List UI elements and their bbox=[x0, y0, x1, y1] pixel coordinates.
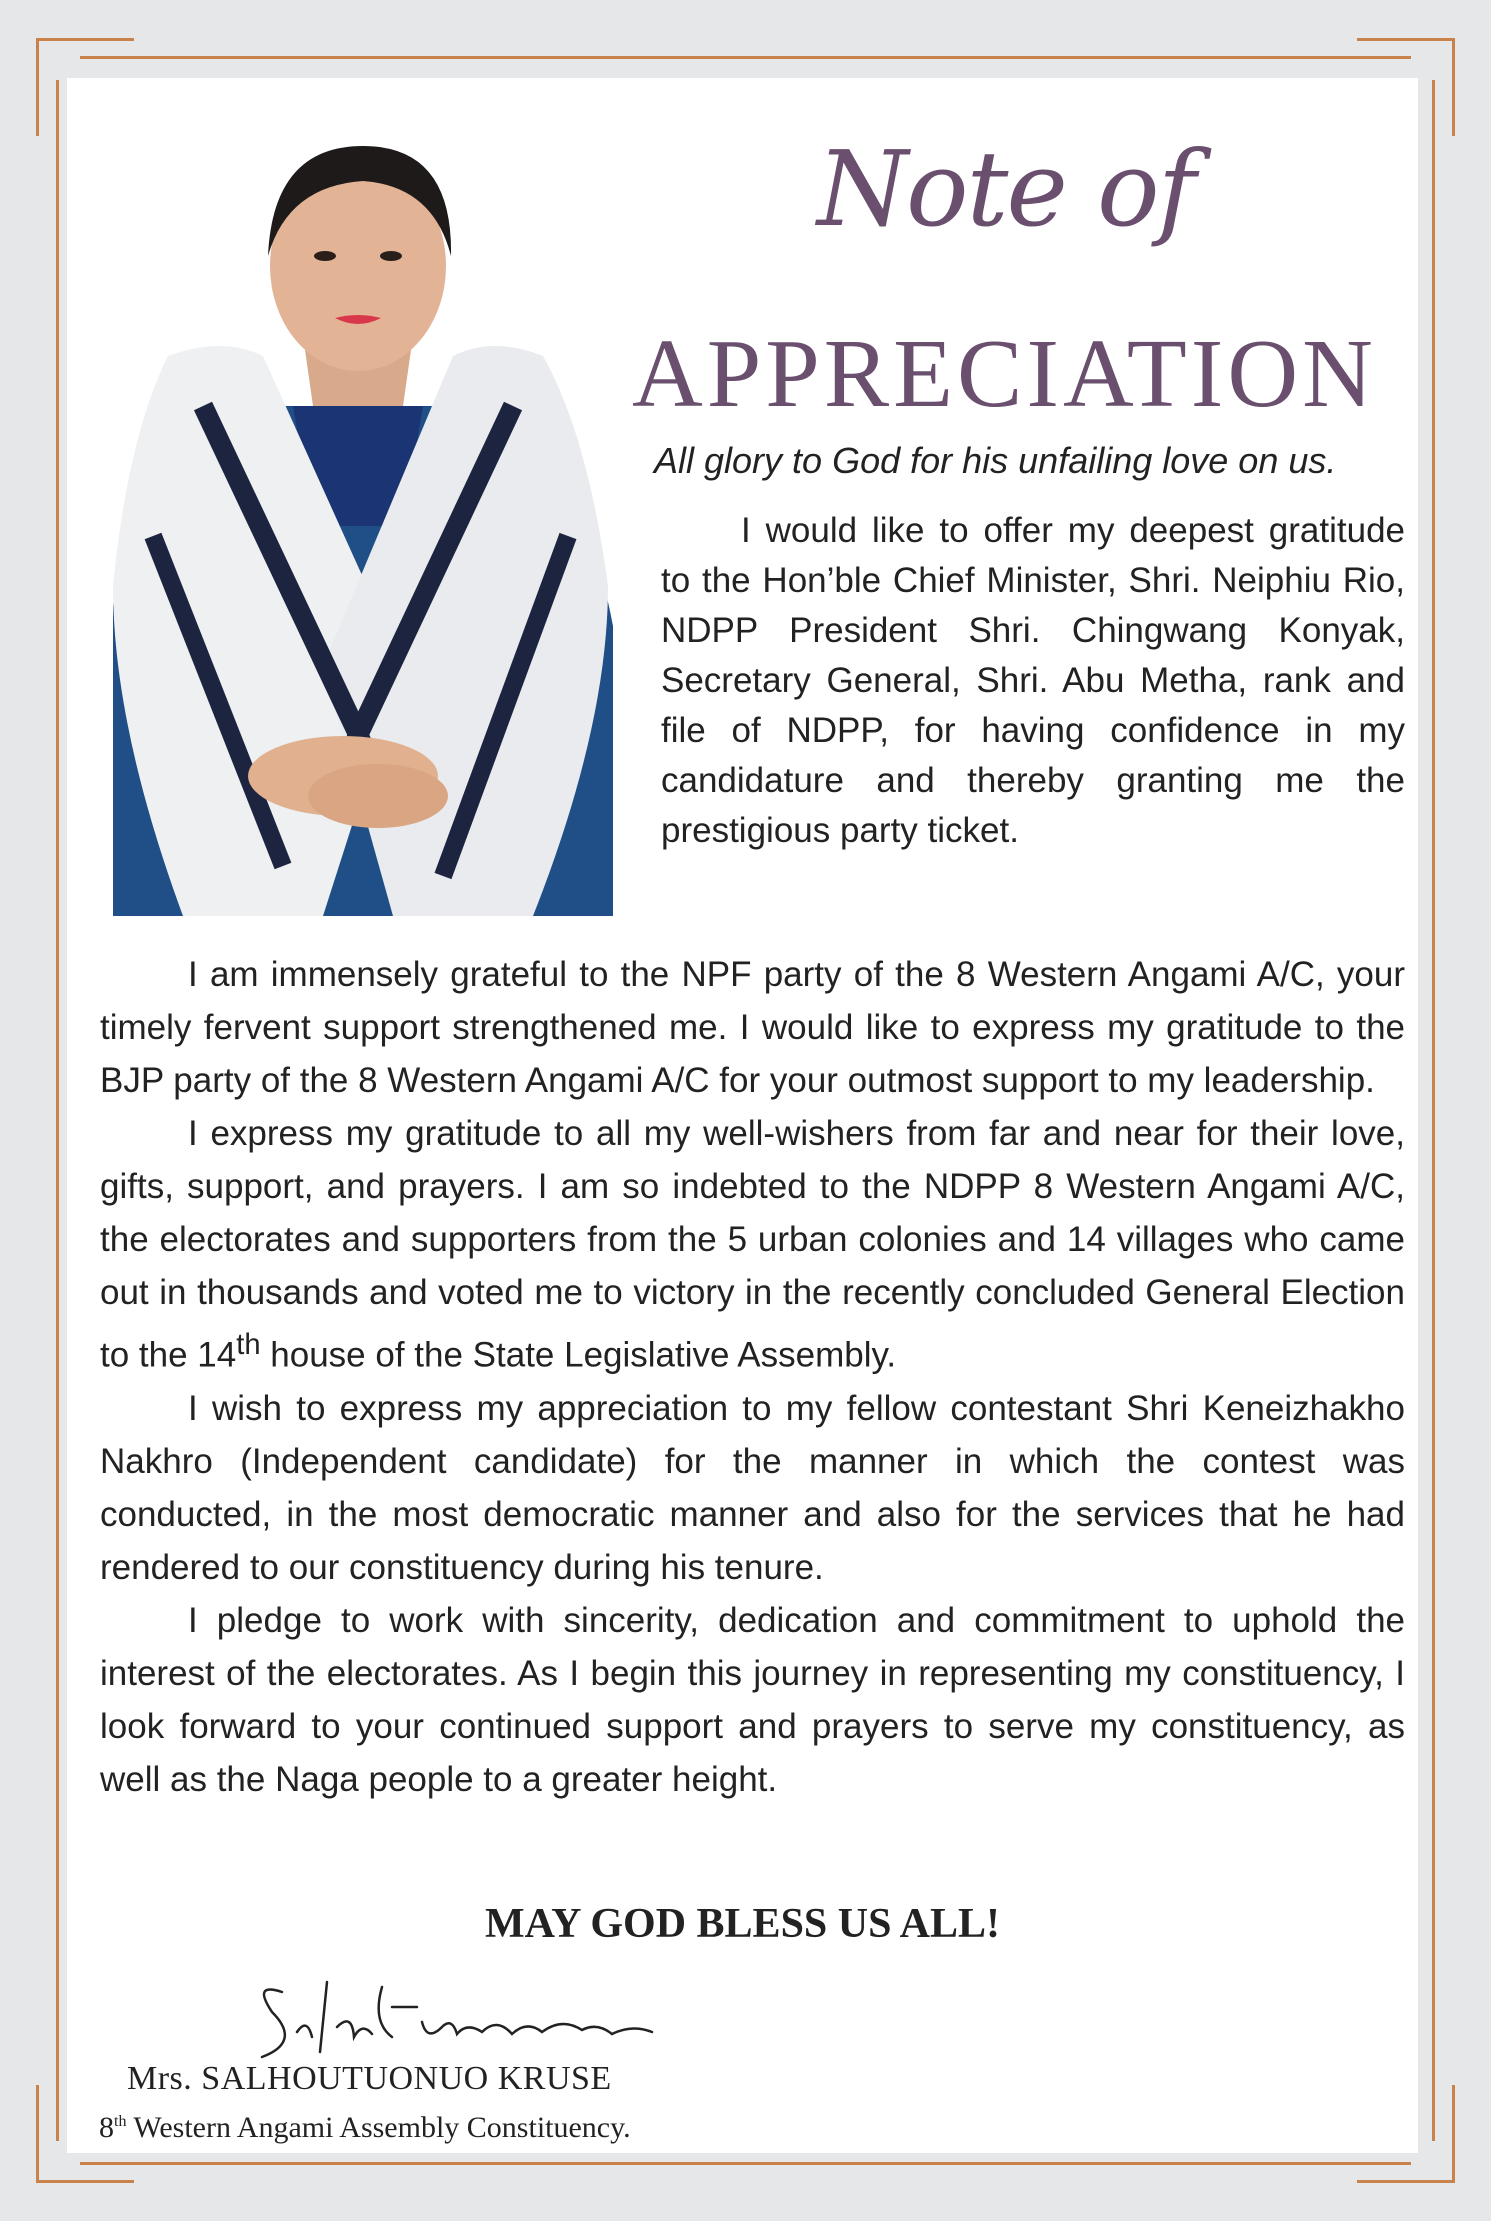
frame-rule-top bbox=[80, 56, 1411, 59]
paragraph-4: I pledge to work with sincerity, dedication and commitment to uphold the interest of the electorates. As I begin this journey in representing my constituency, I look forward to your continued support and prayers to serve my constituency, as well as the Naga people to a greater height. bbox=[100, 1600, 1405, 1799]
tagline: All glory to God for his unfailing love on us. bbox=[654, 440, 1337, 481]
paragraph-2-part-a: I express my gratitude to all my well-wishers from far and near for their love, gifts, support, and prayers. I am so indebted to the NDPP 8 Western Angami A/C, the electorates and supporters from the 5 urban colonies and 14 villages who came out in thousands and voted me to victory in the recently concluded General Election to the 14 bbox=[100, 1114, 1405, 1375]
signatory-name: Mrs. SALHOUTUONUO KRUSE bbox=[127, 2060, 612, 2097]
body-text bbox=[100, 948, 1405, 1806]
blessing-heading: MAY GOD BLESS US ALL! bbox=[484, 1901, 1001, 1947]
constituency-name: Western Angami Assembly Constituency. bbox=[126, 2111, 631, 2144]
page-title: APPRECIATION bbox=[632, 320, 1377, 428]
paragraph-2-part-b: house of the State Legislative Assembly. bbox=[260, 1335, 897, 1375]
paragraph-3: I wish to express my appreciation to my fellow contestant Shri Keneizhakho Nakhro (Independent candidate) for the manner in which the contest was conducted, in the most democratic manner and also for the services that he had rendered to our constituency during his tenure. bbox=[100, 1388, 1405, 1587]
constituency-superscript: th bbox=[114, 2113, 127, 2130]
appreciation-card bbox=[67, 78, 1418, 2153]
title-block bbox=[627, 118, 1407, 478]
paragraph-1: I am immensely grateful to the NPF party of the 8 Western Angami A/C, your timely fervent support strengthened me. I would like to express my gratitude to the BJP party of the 8 Western Angami A/C for your outmost support to my leadership. bbox=[100, 955, 1405, 1100]
title-script: Note of bbox=[817, 128, 1195, 250]
signatory-constituency bbox=[99, 2111, 631, 2145]
intro-paragraph: I would like to offer my deepest gratitude to the Hon’ble Chief Minister, Shri. Neiphiu Rio, NDPP President Shri. Chingwang Konyak, Secretary General, Shri. Abu Metha, rank and file of NDPP, for having confidence in my candidature and thereby granting me the prestigious party ticket. bbox=[661, 511, 1405, 850]
paragraph-2 bbox=[100, 1107, 1405, 1382]
constituency-number: 8 bbox=[99, 2111, 114, 2144]
portrait-photo bbox=[73, 106, 645, 916]
frame-rule-bottom bbox=[80, 2162, 1411, 2165]
paragraph-2-superscript: th bbox=[236, 1329, 261, 1361]
handwritten-signature bbox=[242, 1962, 682, 2072]
frame-rule-right bbox=[1432, 80, 1435, 2141]
frame-rule-left bbox=[56, 80, 59, 2141]
